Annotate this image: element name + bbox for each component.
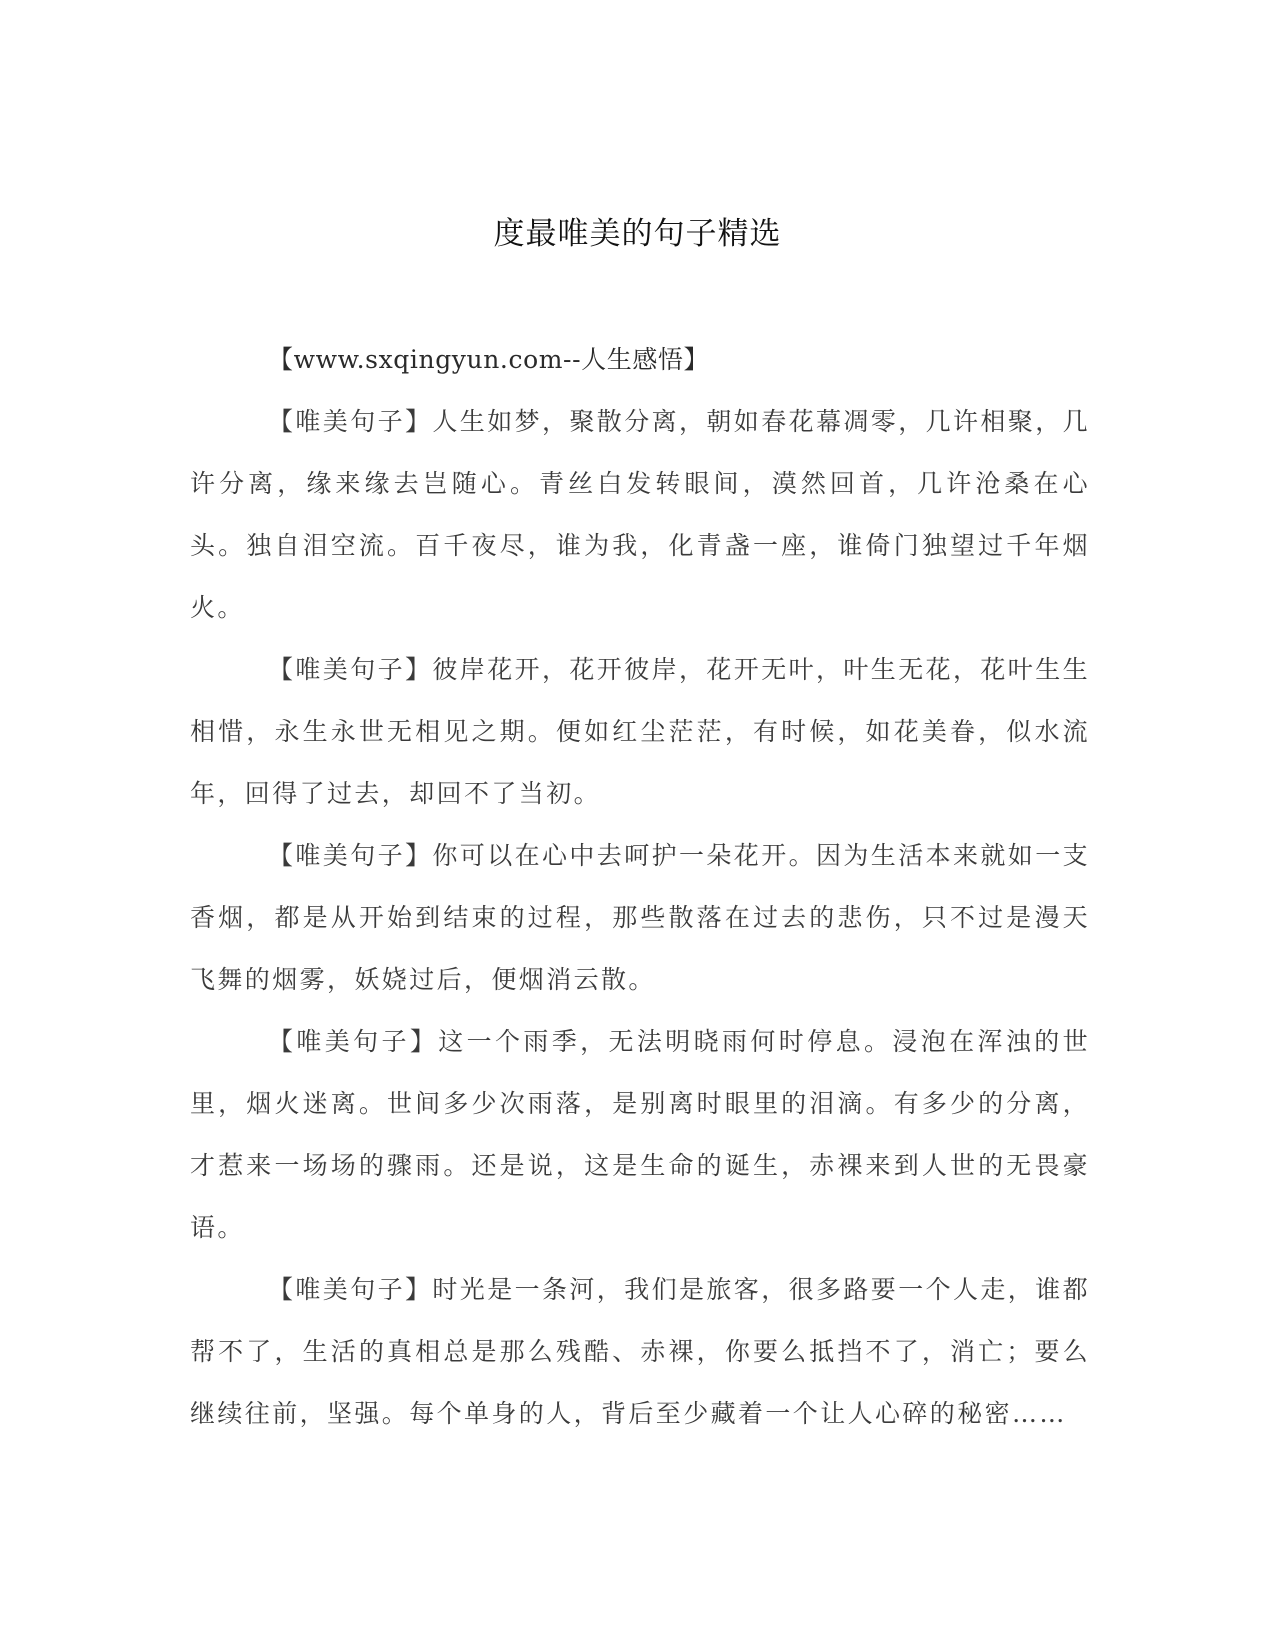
paragraph-2: 【唯美句子】彼岸花开，花开彼岸，花开无叶，叶生无花，花叶生生相惜，永生永世无相见之期。便如红尘茫茫，有时候，如花美眷，似水流年，回得了过去，却回不了当初。 — [190, 655, 1091, 808]
source-line: 【www.sxqingyun.com--人生感悟】 — [268, 345, 710, 374]
page-title: 度最唯美的句子精选 — [493, 216, 782, 252]
paragraph-3: 【唯美句子】你可以在心中去呵护一朵花开。因为生活本来就如一支香烟，都是从开始到结束的过程，那些散落在过去的悲伤，只不过是漫天飞舞的烟雾，妖娆过后，便烟消云散。 — [190, 841, 1091, 994]
paragraph-4: 【唯美句子】这一个雨季，无法明晓雨何时停息。浸泡在浑浊的世里，烟火迷离。世间多少次雨落，是别离时眼里的泪滴。有多少的分离，才惹来一场场的骤雨。还是说，这是生命的诞生，赤裸来到人世的无畏豪语。 — [190, 1027, 1090, 1242]
article-body — [190, 329, 1090, 1445]
paragraph-5: 【唯美句子】时光是一条河，我们是旅客，很多路要一个人走，谁都帮不了，生活的真相总是那么残酷、赤裸，你要么抵挡不了，消亡；要么继续往前，坚强。每个单身的人，背后至少藏着一个让人心碎的秘密…… — [190, 1275, 1091, 1428]
paragraph-1: 【唯美句子】人生如梦，聚散分离，朝如春花幕凋零，几许相聚，几许分离，缘来缘去岂随心。青丝白发转眼间，漠然回首，几许沧桑在心头。独自泪空流。百千夜尽，谁为我，化青盏一座，谁倚门独望过千年烟火。 — [190, 407, 1091, 622]
